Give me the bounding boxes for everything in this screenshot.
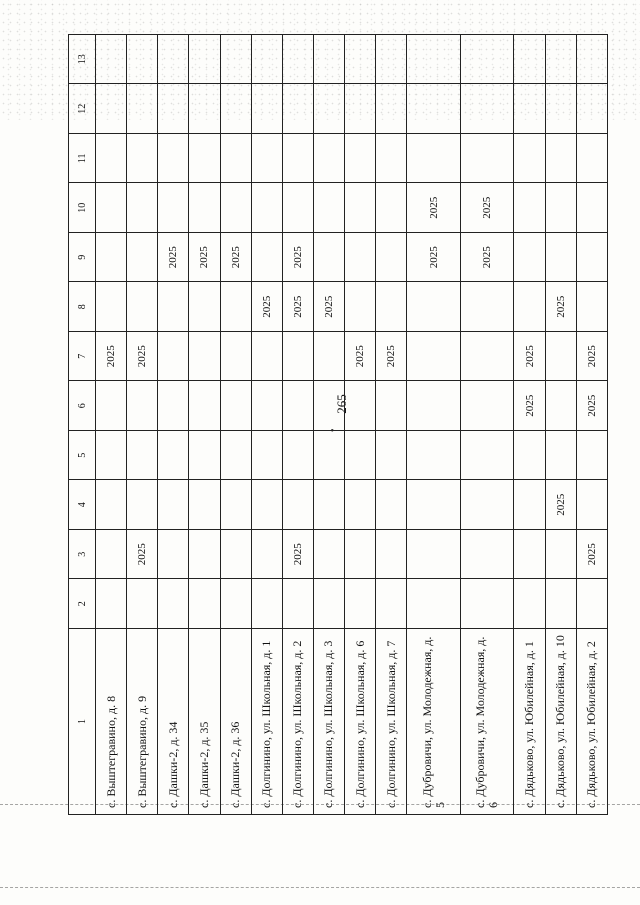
year-cell <box>313 381 344 431</box>
address-cell: с. Долгинино, ул. Школьная, д. 2 <box>282 629 313 815</box>
rotated-table-frame <box>68 35 608 815</box>
address-cell: с. Дашки-2, д. 35 <box>189 629 220 815</box>
address-cell: с. Дядьково, ул. Юбилейная, д. 10 <box>545 629 576 815</box>
year-cell <box>251 183 282 233</box>
year-cell <box>345 480 376 530</box>
year-cell: 2025 <box>407 183 461 233</box>
column-header-2: 2 <box>69 579 96 629</box>
year-cell <box>127 84 158 134</box>
year-cell <box>220 282 251 332</box>
year-cell <box>545 183 576 233</box>
year-cell: 2025 <box>127 530 158 580</box>
column-header-13: 13 <box>69 35 96 85</box>
year-cell <box>460 134 514 184</box>
address-cell: с. Долгинино, ул. Школьная, д. 3 <box>313 629 344 815</box>
year-cell <box>345 579 376 629</box>
address-cell: с. Долгинино, ул. Школьная, д. 7 <box>376 629 407 815</box>
column-header-11: 11 <box>69 134 96 184</box>
table-row <box>514 35 545 815</box>
year-cell <box>345 530 376 580</box>
year-cell <box>460 35 514 85</box>
year-cell <box>189 579 220 629</box>
year-cell <box>158 579 189 629</box>
year-cell: 2025 <box>345 332 376 382</box>
year-cell <box>220 480 251 530</box>
column-header-8: 8 <box>69 282 96 332</box>
year-cell <box>282 431 313 481</box>
year-cell <box>407 431 461 481</box>
year-cell: 2025 <box>158 233 189 283</box>
year-cell <box>576 282 607 332</box>
table-row <box>545 35 576 815</box>
address-cell: с. Дашки-2, д. 34 <box>158 629 189 815</box>
year-cell <box>220 84 251 134</box>
year-cell: 2025 <box>282 282 313 332</box>
year-cell <box>576 431 607 481</box>
year-cell <box>376 480 407 530</box>
year-cell <box>96 480 127 530</box>
year-cell <box>127 233 158 283</box>
table-row <box>460 35 514 815</box>
address-cell: с. Дубровичи, ул. Молодежная, д. 5 <box>407 629 461 815</box>
year-cell <box>313 84 344 134</box>
year-cell <box>460 530 514 580</box>
year-cell <box>158 134 189 184</box>
table-row <box>127 35 158 815</box>
year-cell <box>376 282 407 332</box>
year-cell <box>96 282 127 332</box>
year-cell <box>251 530 282 580</box>
year-cell <box>407 579 461 629</box>
year-cell <box>282 579 313 629</box>
year-cell <box>545 381 576 431</box>
year-cell <box>127 480 158 530</box>
year-cell <box>545 332 576 382</box>
year-cell <box>576 84 607 134</box>
year-cell <box>158 282 189 332</box>
column-header-3: 3 <box>69 530 96 580</box>
year-cell <box>460 381 514 431</box>
year-cell <box>376 579 407 629</box>
column-header-4: 4 <box>69 480 96 530</box>
year-cell <box>514 579 545 629</box>
year-cell <box>376 35 407 85</box>
year-cell: 2025 <box>407 233 461 283</box>
year-cell <box>127 183 158 233</box>
year-cell <box>220 35 251 85</box>
year-cell <box>189 480 220 530</box>
year-cell <box>407 332 461 382</box>
year-cell: 2025 <box>514 332 545 382</box>
year-cell: 2025 <box>460 183 514 233</box>
year-cell <box>376 431 407 481</box>
year-cell <box>514 84 545 134</box>
address-cell: с. Дашки-2, д. 36 <box>220 629 251 815</box>
year-cell <box>282 480 313 530</box>
year-cell <box>282 381 313 431</box>
year-cell: 2025 <box>220 233 251 283</box>
year-cell <box>407 530 461 580</box>
year-cell <box>251 233 282 283</box>
year-cell <box>189 84 220 134</box>
renovation-schedule-table <box>68 34 608 815</box>
year-cell <box>251 332 282 382</box>
table-header-row <box>69 35 96 815</box>
year-cell <box>460 84 514 134</box>
year-cell <box>376 134 407 184</box>
column-header-6: 6 <box>69 381 96 431</box>
year-cell <box>158 381 189 431</box>
year-cell: 2025 <box>189 233 220 283</box>
year-cell <box>127 579 158 629</box>
year-cell <box>251 84 282 134</box>
year-cell <box>514 530 545 580</box>
table-row <box>189 35 220 815</box>
year-cell <box>545 35 576 85</box>
year-cell <box>158 84 189 134</box>
year-cell <box>96 530 127 580</box>
year-cell <box>251 579 282 629</box>
year-cell <box>545 233 576 283</box>
year-cell: 2025 <box>545 480 576 530</box>
year-cell: 2025 <box>376 332 407 382</box>
year-cell <box>345 84 376 134</box>
year-cell: 2025 <box>313 282 344 332</box>
year-cell: 2025 <box>96 332 127 382</box>
year-cell <box>251 431 282 481</box>
year-cell <box>282 134 313 184</box>
year-cell <box>460 431 514 481</box>
year-cell <box>189 332 220 382</box>
year-cell <box>514 282 545 332</box>
year-cell <box>282 183 313 233</box>
year-cell <box>282 332 313 382</box>
year-cell <box>313 332 344 382</box>
year-cell <box>545 530 576 580</box>
year-cell <box>460 579 514 629</box>
year-cell: 2025 <box>545 282 576 332</box>
year-cell <box>576 35 607 85</box>
year-cell <box>376 530 407 580</box>
year-cell <box>220 530 251 580</box>
table-row <box>158 35 189 815</box>
table-row <box>96 35 127 815</box>
year-cell <box>545 431 576 481</box>
year-cell <box>313 233 344 283</box>
year-cell <box>345 233 376 283</box>
table-row <box>220 35 251 815</box>
year-cell <box>189 183 220 233</box>
year-cell <box>514 480 545 530</box>
year-cell: 2025 <box>576 530 607 580</box>
column-header-10: 10 <box>69 183 96 233</box>
year-cell <box>251 381 282 431</box>
year-cell <box>189 282 220 332</box>
year-cell <box>313 183 344 233</box>
year-cell <box>220 183 251 233</box>
table-row <box>407 35 461 815</box>
year-cell <box>345 134 376 184</box>
year-cell <box>189 134 220 184</box>
year-cell <box>514 183 545 233</box>
address-cell: с. Выштегравино, д. 8 <box>96 629 127 815</box>
address-cell: с. Дядьково, ул. Юбилейная, д. 1 <box>514 629 545 815</box>
year-cell <box>158 183 189 233</box>
year-cell <box>313 480 344 530</box>
year-cell <box>345 431 376 481</box>
year-cell: 2025 <box>282 233 313 283</box>
table-row <box>251 35 282 815</box>
page-number-text: 265 <box>334 394 349 414</box>
year-cell <box>313 530 344 580</box>
year-cell <box>251 35 282 85</box>
year-cell: 2025 <box>514 381 545 431</box>
year-cell <box>127 431 158 481</box>
year-cell <box>514 431 545 481</box>
year-cell: 2025 <box>576 332 607 382</box>
year-cell: 2025 <box>576 381 607 431</box>
year-cell <box>576 183 607 233</box>
year-cell <box>282 35 313 85</box>
year-cell <box>96 134 127 184</box>
year-cell <box>189 431 220 481</box>
year-cell <box>545 579 576 629</box>
address-cell: с. Выштегравино, д. 9 <box>127 629 158 815</box>
year-cell <box>158 530 189 580</box>
column-header-9: 9 <box>69 233 96 283</box>
year-cell <box>189 35 220 85</box>
year-cell <box>514 35 545 85</box>
year-cell <box>460 332 514 382</box>
year-cell <box>345 282 376 332</box>
table-row <box>345 35 376 815</box>
year-cell <box>220 332 251 382</box>
year-cell <box>313 35 344 85</box>
scan-artifact-line <box>0 887 640 888</box>
year-cell <box>514 233 545 283</box>
year-cell <box>313 431 344 481</box>
year-cell <box>576 134 607 184</box>
year-cell <box>96 84 127 134</box>
year-cell <box>345 381 376 431</box>
year-cell <box>96 381 127 431</box>
year-cell: 2025 <box>460 233 514 283</box>
year-cell <box>576 480 607 530</box>
page-mark: • <box>328 428 339 432</box>
year-cell <box>376 84 407 134</box>
year-cell <box>127 35 158 85</box>
year-cell <box>345 35 376 85</box>
year-cell <box>96 233 127 283</box>
year-cell <box>545 134 576 184</box>
year-cell <box>282 84 313 134</box>
column-header-7: 7 <box>69 332 96 382</box>
year-cell <box>251 134 282 184</box>
year-cell <box>96 35 127 85</box>
year-cell <box>407 282 461 332</box>
table-row <box>282 35 313 815</box>
year-cell <box>407 134 461 184</box>
year-cell <box>407 84 461 134</box>
table-row <box>576 35 607 815</box>
year-cell <box>220 431 251 481</box>
table-row <box>313 35 344 815</box>
year-cell <box>96 579 127 629</box>
year-cell <box>127 282 158 332</box>
address-cell: с. Долгинино, ул. Школьная, д. 6 <box>345 629 376 815</box>
year-cell <box>158 332 189 382</box>
year-cell: 2025 <box>282 530 313 580</box>
year-cell <box>545 84 576 134</box>
year-cell <box>376 233 407 283</box>
year-cell <box>407 35 461 85</box>
address-cell: с. Долгинино, ул. Школьная, д. 1 <box>251 629 282 815</box>
year-cell <box>313 134 344 184</box>
year-cell <box>189 530 220 580</box>
year-cell <box>576 233 607 283</box>
year-cell <box>376 183 407 233</box>
year-cell <box>158 35 189 85</box>
year-cell <box>220 381 251 431</box>
year-cell <box>251 480 282 530</box>
year-cell <box>345 183 376 233</box>
year-cell <box>158 431 189 481</box>
address-cell: с. Дядьково, ул. Юбилейная, д. 2 <box>576 629 607 815</box>
column-header-12: 12 <box>69 84 96 134</box>
year-cell <box>376 381 407 431</box>
year-cell: 2025 <box>127 332 158 382</box>
year-cell <box>576 579 607 629</box>
year-cell <box>96 183 127 233</box>
table-row <box>376 35 407 815</box>
year-cell <box>460 480 514 530</box>
year-cell <box>407 480 461 530</box>
column-header-1: 1 <box>69 629 96 815</box>
year-cell <box>313 579 344 629</box>
year-cell <box>220 579 251 629</box>
year-cell: 2025 <box>251 282 282 332</box>
year-cell <box>189 381 220 431</box>
year-cell <box>127 134 158 184</box>
column-header-5: 5 <box>69 431 96 481</box>
year-cell <box>96 431 127 481</box>
year-cell <box>407 381 461 431</box>
year-cell <box>514 134 545 184</box>
year-cell <box>158 480 189 530</box>
address-cell: с. Дубровичи, ул. Молодежная, д. 6 <box>460 629 514 815</box>
year-cell <box>127 381 158 431</box>
year-cell <box>460 282 514 332</box>
year-cell <box>220 134 251 184</box>
